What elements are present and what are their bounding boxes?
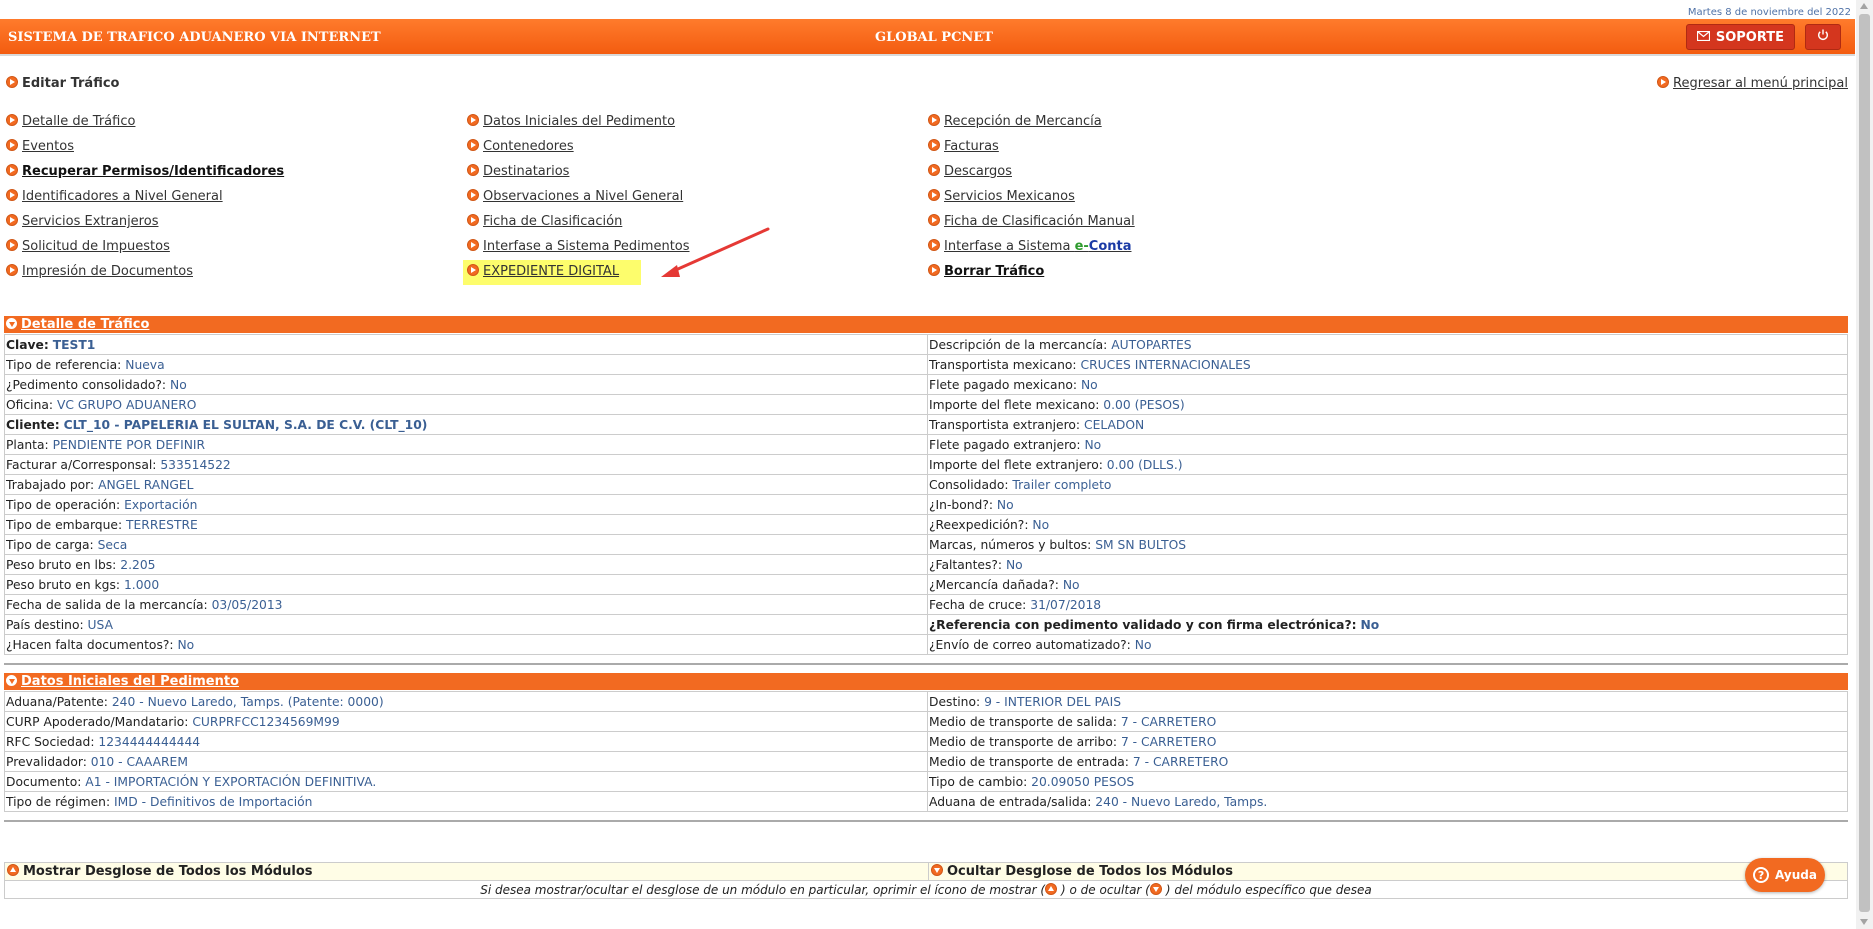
date-label: Martes 8 de noviembre del 2022	[1687, 7, 1851, 18]
scroll-thumb[interactable]	[1859, 14, 1870, 912]
nav-column-1	[6, 113, 284, 288]
field-value: 533514522	[160, 457, 231, 472]
field-label: Medio de transporte de salida:	[929, 714, 1117, 729]
expand-icon	[1045, 883, 1057, 895]
detalle-table	[4, 334, 1848, 655]
arrow-bullet-icon	[6, 264, 18, 276]
field-label: Flete pagado extranjero:	[929, 437, 1081, 452]
nav-recuperar-permisos[interactable]: Recuperar Permisos/Identificadores	[22, 164, 285, 179]
field-value: 1.000	[123, 577, 160, 592]
field-cell	[928, 752, 1848, 772]
table-row	[5, 732, 1848, 752]
field-label: ¿Faltantes?:	[929, 557, 1003, 572]
nav-detalle-trafico[interactable]: Detalle de Tráfico	[22, 114, 136, 129]
nav-contenedores[interactable]: Contenedores	[483, 139, 574, 154]
field-value: 2.205	[120, 557, 156, 572]
arrow-bullet-icon	[6, 114, 18, 126]
logout-button[interactable]	[1805, 24, 1841, 50]
table-row	[5, 415, 1848, 435]
table-row	[5, 635, 1848, 655]
field-cell	[928, 732, 1848, 752]
soporte-button[interactable]	[1686, 24, 1795, 50]
section-title: Datos Iniciales del Pedimento	[21, 674, 239, 689]
field-value: 7 - CARRETERO	[1132, 754, 1229, 769]
field-cell	[5, 792, 928, 812]
nav-expediente-digital[interactable]: EXPEDIENTE DIGITAL	[483, 264, 620, 279]
field-value: No	[170, 377, 187, 392]
envelope-icon	[1697, 30, 1710, 45]
field-cell	[928, 575, 1848, 595]
arrow-bullet-icon	[6, 139, 18, 151]
field-value: CURPRFCC1234569M99	[192, 714, 340, 729]
field-label: ¿Hacen falta documentos?:	[6, 637, 174, 652]
scroll-down-icon[interactable]	[1860, 919, 1868, 925]
top-bar	[0, 19, 1855, 56]
field-label: ¿Reexpedición?:	[929, 517, 1029, 532]
arrow-bullet-icon	[928, 189, 940, 201]
field-cell	[5, 712, 928, 732]
field-cell	[5, 615, 928, 635]
field-value: CRUCES INTERNACIONALES	[1080, 357, 1251, 372]
arrow-bullet-icon	[928, 164, 940, 176]
field-value: PENDIENTE POR DEFINIR	[52, 437, 206, 452]
field-cell	[928, 515, 1848, 535]
field-cell	[5, 395, 928, 415]
field-label: Oficina:	[6, 397, 54, 412]
field-cell	[5, 555, 928, 575]
field-cell	[5, 752, 928, 772]
field-cell	[928, 355, 1848, 375]
nav-datos-iniciales[interactable]: Datos Iniciales del Pedimento	[483, 114, 676, 129]
field-cell	[928, 555, 1848, 575]
nav-column-3	[928, 113, 1135, 288]
econta-e: e-	[1074, 239, 1089, 254]
table-row	[5, 355, 1848, 375]
expand-icon	[7, 864, 19, 876]
field-label: Tipo de referencia:	[6, 357, 122, 372]
field-value: IMD - Definitivos de Importación	[114, 794, 313, 809]
back-link-text: Regresar al menú principal	[1673, 76, 1848, 91]
table-row	[5, 535, 1848, 555]
nav-interfase-pedimentos[interactable]: Interfase a Sistema Pedimentos	[483, 239, 690, 254]
table-row	[5, 455, 1848, 475]
field-value: Seca	[97, 537, 128, 552]
field-value: No	[1005, 557, 1023, 572]
show-all-label: Mostrar Desglose de Todos los Módulos	[23, 864, 313, 879]
arrow-bullet-icon	[467, 264, 479, 276]
field-label: Tipo de embarque:	[6, 517, 123, 532]
table-row	[5, 475, 1848, 495]
field-label: CURP Apoderado/Mandatario:	[6, 714, 189, 729]
field-value: No	[177, 637, 195, 652]
divider	[4, 820, 1848, 822]
help-label: Ayuda	[1775, 868, 1817, 882]
field-cell	[5, 355, 928, 375]
annotation-arrow	[655, 225, 775, 285]
field-label: ¿Envío de correo automatizado?:	[929, 637, 1131, 652]
field-cell	[5, 692, 928, 712]
question-icon: ?	[1753, 867, 1769, 883]
field-cell	[928, 772, 1848, 792]
note-part: ) o de ocultar (	[1061, 882, 1150, 897]
field-label: Facturar a/Corresponsal:	[6, 457, 157, 472]
soporte-label: SOPORTE	[1715, 29, 1784, 45]
field-value: No	[996, 497, 1014, 512]
nav-servicios-mexicanos[interactable]: Servicios Mexicanos	[944, 189, 1075, 204]
table-row	[5, 495, 1848, 515]
table-row	[5, 792, 1848, 812]
field-value: No	[1360, 617, 1380, 632]
field-label: País destino:	[6, 617, 84, 632]
field-cell	[5, 375, 928, 395]
app-title: SISTEMA DE TRAFICO ADUANERO VIA INTERNET	[8, 30, 381, 45]
field-value: TERRESTRE	[126, 517, 198, 532]
field-label: Tipo de carga:	[6, 537, 94, 552]
field-value: 9 - INTERIOR DEL PAIS	[984, 694, 1122, 709]
field-label: Transportista extranjero:	[929, 417, 1081, 432]
modules-note	[5, 881, 1848, 899]
arrow-bullet-icon	[6, 164, 18, 176]
collapse-icon	[1150, 883, 1162, 895]
section-header-datos[interactable]	[4, 673, 1848, 690]
field-label: Trabajado por:	[6, 477, 95, 492]
field-cell	[928, 792, 1848, 812]
datos-table	[4, 691, 1848, 812]
field-label: Descripción de la mercancía:	[929, 337, 1108, 352]
table-row	[5, 395, 1848, 415]
field-cell	[928, 435, 1848, 455]
field-value: No	[1134, 637, 1152, 652]
vertical-scrollbar[interactable]	[1856, 0, 1873, 929]
field-label: Flete pagado mexicano:	[929, 377, 1078, 392]
field-value: TEST1	[52, 337, 96, 352]
field-label: Fecha de cruce:	[929, 597, 1027, 612]
table-row	[5, 712, 1848, 732]
field-label: ¿In-bond?:	[929, 497, 993, 512]
field-cell	[928, 595, 1848, 615]
field-label: Peso bruto en lbs:	[6, 557, 117, 572]
field-cell	[928, 415, 1848, 435]
nav-interfase-econta[interactable]	[944, 239, 1132, 254]
field-cell	[5, 575, 928, 595]
field-cell	[928, 712, 1848, 732]
field-value: 7 - CARRETERO	[1120, 734, 1217, 749]
field-cell	[5, 515, 928, 535]
nav-solicitud-impuestos[interactable]: Solicitud de Impuestos	[22, 239, 170, 254]
collapse-icon	[931, 864, 943, 876]
field-cell	[928, 335, 1848, 355]
page-title-text: Editar Tráfico	[22, 76, 120, 91]
field-cell	[928, 615, 1848, 635]
field-label: Peso bruto en kgs:	[6, 577, 121, 592]
field-value: No	[1062, 577, 1080, 592]
field-label: Aduana de entrada/salida:	[929, 794, 1092, 809]
back-to-menu-link[interactable]	[1657, 76, 1848, 91]
field-value: Nueva	[125, 357, 165, 372]
field-cell	[5, 415, 928, 435]
field-label: Tipo de régimen:	[6, 794, 111, 809]
field-value: ANGEL RANGEL	[98, 477, 194, 492]
nav-identificadores-general[interactable]: Identificadores a Nivel General	[22, 189, 223, 204]
field-label: ¿Mercancía dañada?:	[929, 577, 1059, 592]
field-value: Trailer completo	[1012, 477, 1112, 492]
field-value: VC GRUPO ADUANERO	[57, 397, 197, 412]
field-cell	[5, 535, 928, 555]
power-icon	[1817, 29, 1829, 45]
field-label: Importe del flete mexicano:	[929, 397, 1100, 412]
table-row	[5, 772, 1848, 792]
econta-prefix: Interfase a Sistema	[944, 239, 1075, 254]
nav-impresion-documentos[interactable]: Impresión de Documentos	[22, 264, 193, 279]
field-cell	[928, 495, 1848, 515]
field-cell	[5, 635, 928, 655]
field-value: USA	[87, 617, 113, 632]
nav-recepcion-mercancia[interactable]: Recepción de Mercancía	[944, 114, 1102, 129]
nav-descargos[interactable]: Descargos	[944, 164, 1012, 179]
field-value: CELADON	[1083, 417, 1145, 432]
field-label: Medio de transporte de arribo:	[929, 734, 1118, 749]
field-cell	[928, 535, 1848, 555]
field-label: Transportista mexicano:	[929, 357, 1077, 372]
page-title	[6, 76, 119, 91]
field-value: 010 - CAAAREM	[90, 754, 188, 769]
field-value: 240 - Nuevo Laredo, Tamps.	[1095, 794, 1268, 809]
nav-servicios-extranjeros[interactable]: Servicios Extranjeros	[22, 214, 159, 229]
table-row	[5, 515, 1848, 535]
field-value: A1 - IMPORTACIÓN Y EXPORTACIÓN DEFINITIVA.	[85, 774, 377, 789]
field-label: Consolidado:	[929, 477, 1009, 492]
field-value: CLT_10 - PAPELERIA EL SULTAN, S.A. DE C.V. (CLT_10)	[63, 417, 428, 432]
show-all-modules[interactable]	[5, 863, 929, 881]
field-cell	[5, 435, 928, 455]
field-cell	[5, 335, 928, 355]
section-title: Detalle de Tráfico	[21, 317, 150, 332]
return-icon	[1657, 76, 1669, 88]
field-value: 03/05/2013	[211, 597, 283, 612]
field-label: Fecha de salida de la mercancía:	[6, 597, 208, 612]
field-label: Aduana/Patente:	[6, 694, 108, 709]
field-value: 1234444444444	[98, 734, 201, 749]
table-row	[5, 435, 1848, 455]
arrow-bullet-icon	[6, 76, 18, 88]
arrow-bullet-icon	[928, 139, 940, 151]
field-label: Importe del flete extranjero:	[929, 457, 1103, 472]
arrow-bullet-icon	[6, 189, 18, 201]
table-row	[5, 575, 1848, 595]
field-label: Documento:	[6, 774, 82, 789]
arrow-bullet-icon	[928, 114, 940, 126]
field-cell	[928, 475, 1848, 495]
help-button[interactable]	[1745, 858, 1825, 892]
arrow-bullet-icon	[467, 214, 479, 226]
nav-eventos[interactable]: Eventos	[22, 139, 74, 154]
field-label: Marcas, números y bultos:	[929, 537, 1092, 552]
nav-ficha-clasificacion-manual[interactable]: Ficha de Clasificación Manual	[944, 214, 1135, 229]
field-label: ¿Pedimento consolidado?:	[6, 377, 167, 392]
note-part: ) del módulo específico que desea	[1165, 882, 1372, 897]
field-cell	[5, 495, 928, 515]
field-cell	[5, 772, 928, 792]
nav-facturas[interactable]: Facturas	[944, 139, 999, 154]
hide-all-label: Ocultar Desglose de Todos los Módulos	[947, 864, 1233, 879]
field-value: 20.09050 PESOS	[1031, 774, 1135, 789]
field-cell	[5, 595, 928, 615]
field-label: Prevalidador:	[6, 754, 87, 769]
field-label: Planta:	[6, 437, 49, 452]
nav-borrar-trafico[interactable]: Borrar Tráfico	[944, 264, 1045, 279]
field-label: Clave:	[6, 337, 49, 352]
field-value: 240 - Nuevo Laredo, Tamps. (Patente: 0000)	[111, 694, 384, 709]
field-cell	[928, 692, 1848, 712]
arrow-bullet-icon	[928, 214, 940, 226]
arrow-bullet-icon	[467, 164, 479, 176]
field-label: ¿Referencia con pedimento validado y con firma electrónica?:	[929, 617, 1357, 632]
arrow-bullet-icon	[928, 264, 940, 276]
field-cell	[5, 732, 928, 752]
field-cell	[928, 635, 1848, 655]
modules-toggle-table	[4, 862, 1848, 899]
table-row	[5, 615, 1848, 635]
field-value: 31/07/2018	[1030, 597, 1102, 612]
table-row	[5, 375, 1848, 395]
field-value: AUTOPARTES	[1111, 337, 1192, 352]
note-part: Si desea mostrar/ocultar el desglose de un módulo en particular, oprimir el ícono de mostrar (	[480, 882, 1046, 897]
field-value: No	[1084, 437, 1102, 452]
field-cell	[5, 455, 928, 475]
arrow-bullet-icon	[6, 239, 18, 251]
field-cell	[5, 475, 928, 495]
hide-all-modules[interactable]	[929, 863, 1848, 881]
field-label: Destino:	[929, 694, 981, 709]
econta-c: Conta	[1088, 239, 1132, 254]
collapse-icon[interactable]	[6, 318, 17, 329]
expediente-highlight	[463, 260, 641, 285]
arrow-bullet-icon	[467, 114, 479, 126]
field-label: RFC Sociedad:	[6, 734, 95, 749]
field-cell	[928, 395, 1848, 415]
table-row	[5, 555, 1848, 575]
field-value: 0.00 (DLLS.)	[1106, 457, 1183, 472]
field-cell	[928, 375, 1848, 395]
field-value: Exportación	[124, 497, 198, 512]
field-value: No	[1032, 517, 1050, 532]
table-row	[5, 692, 1848, 712]
table-row	[5, 595, 1848, 615]
field-cell	[928, 455, 1848, 475]
field-value: No	[1080, 377, 1098, 392]
nav-observaciones-general[interactable]: Observaciones a Nivel General	[483, 189, 684, 204]
arrow-bullet-icon	[6, 214, 18, 226]
table-row	[5, 335, 1848, 355]
field-value: 0.00 (PESOS)	[1103, 397, 1185, 412]
field-label: Medio de transporte de entrada:	[929, 754, 1129, 769]
field-label: Cliente:	[6, 417, 60, 432]
nav-ficha-clasificacion[interactable]: Ficha de Clasificación	[483, 214, 623, 229]
field-value: 7 - CARRETERO	[1120, 714, 1217, 729]
arrow-bullet-icon	[467, 189, 479, 201]
arrow-bullet-icon	[467, 139, 479, 151]
company-name: GLOBAL PCNET	[875, 30, 993, 45]
arrow-bullet-icon	[928, 239, 940, 251]
field-label: Tipo de operación:	[6, 497, 121, 512]
section-header-detalle[interactable]	[4, 316, 1848, 333]
collapse-icon[interactable]	[6, 675, 17, 686]
nav-destinatarios[interactable]: Destinatarios	[483, 164, 570, 179]
scroll-up-icon[interactable]	[1860, 3, 1868, 9]
field-value: SM SN BULTOS	[1095, 537, 1187, 552]
arrow-bullet-icon	[467, 239, 479, 251]
field-label: Tipo de cambio:	[929, 774, 1028, 789]
table-row	[5, 752, 1848, 772]
divider	[4, 663, 1848, 665]
